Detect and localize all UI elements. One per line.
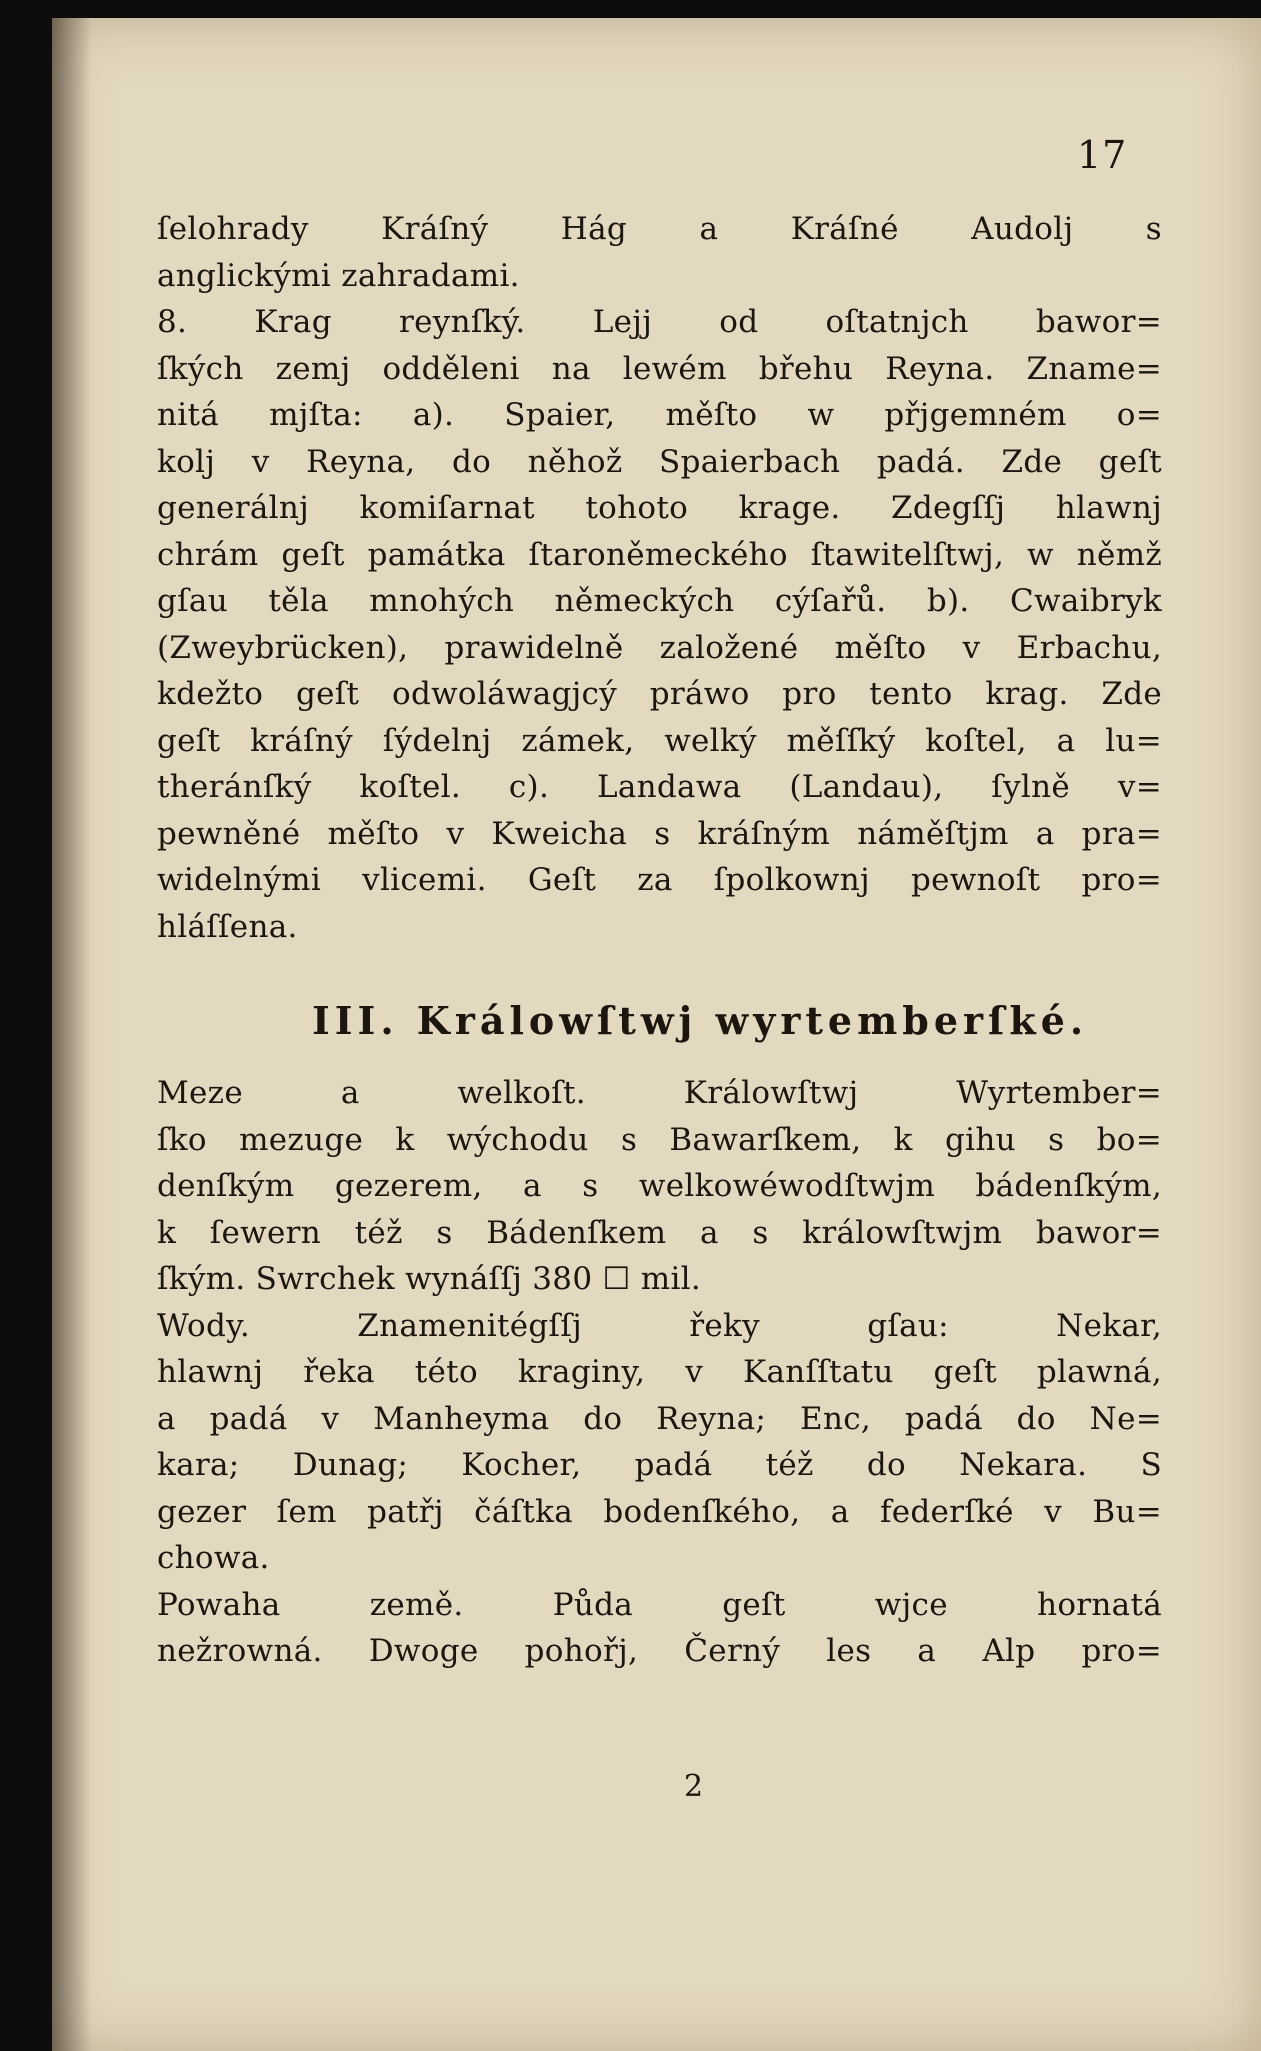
text-line: geſt kráſný ſýdelnj zámek, welký měſſký koſtel, a lu= <box>157 722 1162 759</box>
section-heading: III. Králowſtwj wyrtemberſké. <box>312 998 1089 1043</box>
text-line: nežrowná. Dwoge pohořj, Černý les a Alp pro= <box>157 1633 1162 1669</box>
text-line: ſko mezuge k wýchodu s Bawarſkem, k gihu s bo= <box>157 1121 1162 1158</box>
binding-shadow <box>52 18 92 2051</box>
text-line: generálnj komiſarnat tohoto krage. Zdegſſj hlawnj <box>157 490 1162 526</box>
text-line: gſau těla mnohých německých cýſařů. b). Cwaibryk <box>157 583 1162 619</box>
text-line: ſkým. Swrchek wynáſſj 380 ☐ mil. <box>157 1261 702 1297</box>
text-line: widelnými vlicemi. Geſt za ſpolkownj pewnoſt pro= <box>157 862 1162 898</box>
text-line: denſkým gezerem, a s welkowéwodſtwjm bádenſkým, <box>157 1168 1162 1204</box>
text-line: gezer ſem patřj čáſtka bodenſkého, a federſké v Bu= <box>157 1493 1162 1530</box>
text-line: hlawnj řeka této kraginy, v Kanſſtatu geſt plawná, <box>157 1354 1162 1390</box>
text-line: ſelohrady Kráſný Hág a Kráſné Audolj s <box>157 211 1162 247</box>
signature-mark: 2 <box>684 1769 704 1804</box>
text-line: kolj v Reyna, do něhož Spaierbach padá. Zde geſt <box>157 443 1162 480</box>
page-number: 17 <box>1077 133 1128 177</box>
text-line: Meze a welkoſt. Králowſtwj Wyrtember= <box>157 1075 1162 1111</box>
text-line: pewněné měſto v Kweicha s kráſným náměſtjm a pra= <box>157 815 1162 852</box>
text-line: chowa. <box>157 1540 270 1576</box>
text-line: kdežto geſt odwoláwagjcý práwo pro tento krag. Zde <box>157 676 1162 712</box>
text-line: ſkých zemj odděleni na lewém břehu Reyna. Zname= <box>157 350 1162 387</box>
body-text <box>157 206 1162 1675</box>
text-line: chrám geſt památka ſtaroněmeckého ſtawitelſtwj, w němž <box>157 536 1162 573</box>
text-line: a padá v Manheyma do Reyna; Enc, padá do Ne= <box>157 1400 1162 1437</box>
text-line: 8. Krag reynſký. Lejj od oſtatnjch bawor= <box>157 304 1162 340</box>
text-line: theránſký koſtel. c). Landawa (Landau), ſylně v= <box>157 769 1162 805</box>
text-line: hláſſena. <box>157 908 298 945</box>
book-page <box>52 18 1261 2051</box>
text-line: (Zweybrücken), prawidelně založené měſto v Erbachu, <box>157 629 1162 666</box>
text-line: anglickými zahradami. <box>157 257 520 294</box>
text-line: Powaha země. Půda geſt wjce hornatá <box>157 1586 1162 1623</box>
text-line: kara; Dunag; Kocher, padá též do Nekara. S <box>157 1447 1162 1483</box>
spacer <box>157 950 1162 972</box>
text-line: nitá mjſta: a). Spaier, měſto w přjgemném o= <box>157 397 1162 433</box>
text-line: k ſewern též s Bádenſkem a s králowſtwjm bawor= <box>157 1214 1162 1251</box>
text-line: Wody. Znamenitégſſj řeky gſau: Nekar, <box>157 1307 1162 1344</box>
